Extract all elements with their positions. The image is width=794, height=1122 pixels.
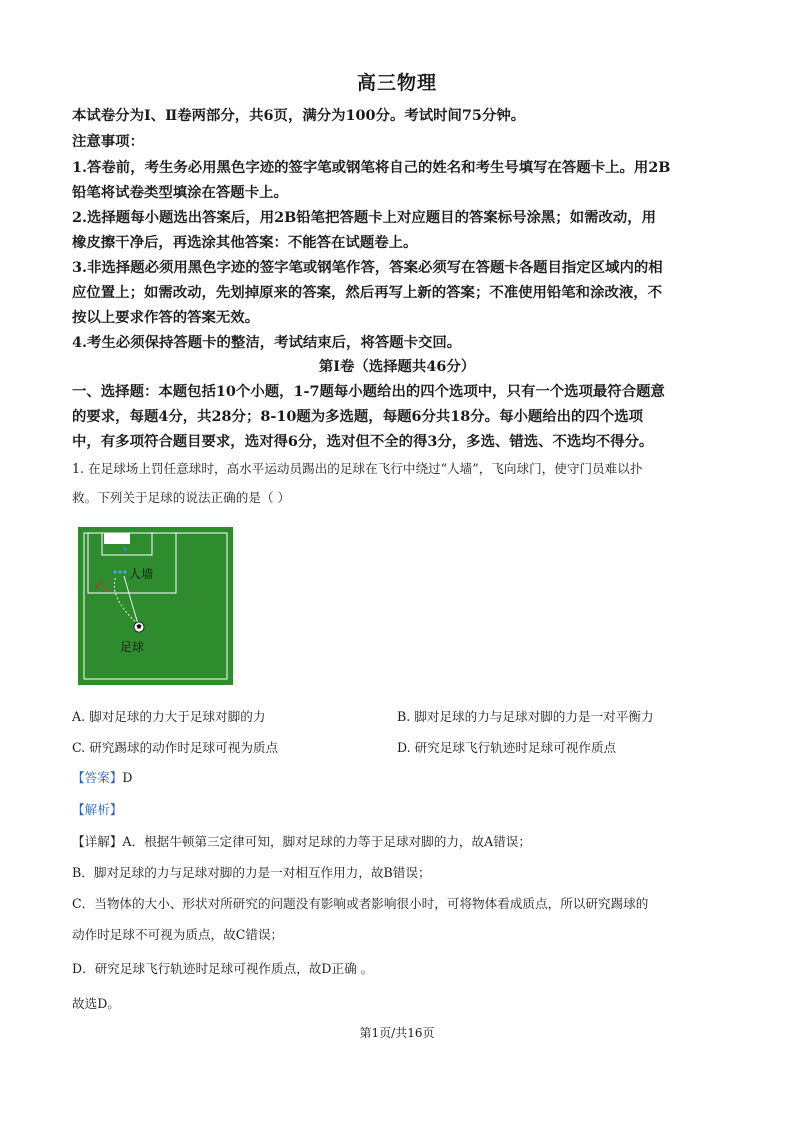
free-kick-figure bbox=[78, 527, 233, 685]
option-d: D. 研究足球飞行轨迹时足球可视作质点 bbox=[397, 740, 617, 755]
notice-heading: 注意事项： bbox=[72, 133, 144, 150]
section-heading: 第Ⅰ卷（选择题共46分） bbox=[318, 358, 476, 375]
wall-player-marker bbox=[123, 570, 126, 573]
analysis-line: 【详解】A．根据牛顿第三定律可知，脚对足球的力等于足球对脚的力，故A错误； bbox=[72, 834, 531, 849]
analysis-tag: 【解析】 bbox=[72, 802, 123, 817]
notice-line: 1.答卷前，考生务必用黑色字迹的签字笔或钢笔将自己的姓名和考生号填写在答题卡上。用2B bbox=[72, 159, 671, 176]
notice-line: 橡皮擦干净后，再选涂其他答案：不能答在试题卷上。 bbox=[72, 234, 418, 251]
notice-line: 4.考生必须保持答题卡的整洁，考试结束后，将答题卡交回。 bbox=[72, 334, 462, 351]
field bbox=[78, 527, 233, 685]
notice-line: 2.选择题每小题选出答案后，用2B铅笔把答题卡上对应题目的答案标号涂黑；如需改动，用 bbox=[72, 209, 657, 226]
kicker-marker bbox=[104, 587, 107, 590]
notice-line: 铅笔将试卷类型填涂在答题卡上。 bbox=[72, 184, 288, 201]
wall-player-marker bbox=[113, 570, 116, 573]
goal bbox=[104, 533, 130, 544]
page-number: 第1页/共16页 bbox=[359, 1026, 435, 1040]
wall-label: 人墙 bbox=[129, 567, 154, 581]
analysis-line: B．脚对足球的力与足球对脚的力是一对相互作用力，故B错误； bbox=[72, 865, 431, 880]
notice-line: 应位置上；如需改动，先划掉原来的答案，然后再写上新的答案；不准使用铅笔和涂改液，不 bbox=[72, 284, 663, 301]
answer-value: D bbox=[122, 770, 133, 785]
section-instructions: 的要求，每题4分，共28分；8-10题为多选题，每题6分共18分。每小题给出的四个选项 bbox=[72, 408, 643, 425]
ball-label: 足球 bbox=[120, 640, 145, 654]
section-instructions: 中，有多项符合题目要求，选对得6分，选对但不全的得3分，多选、错选、不选均不得分。 bbox=[72, 433, 654, 450]
option-a: A. 脚对足球的力大于足球对脚的力 bbox=[72, 709, 266, 724]
answer-line bbox=[72, 767, 132, 786]
section-instructions: 一、选择题：本题包括10个小题，1-7题每小题给出的四个选项中，只有一个选项最符合题意 bbox=[72, 383, 665, 400]
goalkeeper-marker bbox=[123, 547, 126, 550]
analysis-line: 动作时足球不可视为质点，故C错误； bbox=[72, 927, 284, 942]
page-title: 高三物理 bbox=[356, 72, 437, 94]
answer-tag: 【答案】 bbox=[72, 770, 123, 785]
option-c: C. 研究踢球的动作时足球可视为质点 bbox=[72, 740, 279, 755]
option-b: B. 脚对足球的力与足球对脚的力是一对平衡力 bbox=[397, 709, 654, 724]
question-stem: 1. 在足球场上罚任意球时，高水平运动员踢出的足球在飞行中绕过“人墙”，飞向球门，使守门员难以扑 bbox=[72, 461, 643, 476]
question-stem: 救。下列关于足球的说法正确的是（ ） bbox=[72, 490, 291, 505]
analysis-line: C．当物体的大小、形状对所研究的问题没有影响或者影响很小时，可将物体看成质点，所以研究踢球的 bbox=[72, 896, 649, 911]
notice-line: 按以上要求作答的答案无效。 bbox=[72, 309, 260, 326]
wall-player-marker bbox=[118, 570, 121, 573]
exam-info: 本试卷分为Ⅰ、Ⅱ卷两部分，共6页，满分为100分。考试时间75分钟。 bbox=[72, 107, 526, 124]
analysis-line: D．研究足球飞行轨迹时足球可视作质点，故D正确 。 bbox=[72, 961, 374, 976]
notice-line: 3.非选择题必须用黑色字迹的签字笔或钢笔作答，答案必须写在答题卡各题目指定区域内的相 bbox=[72, 259, 663, 276]
analysis-line: 故选D。 bbox=[72, 996, 120, 1011]
